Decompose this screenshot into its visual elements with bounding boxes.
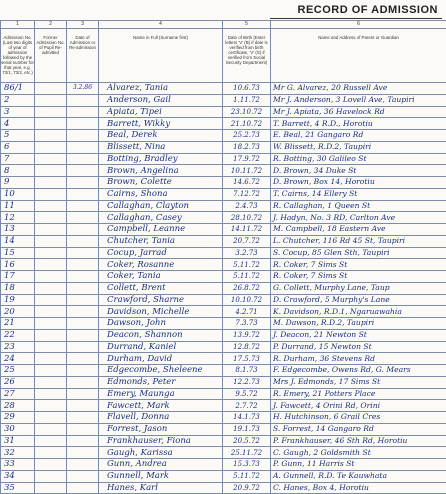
- former-admission-number: [35, 365, 67, 377]
- pupil-name: Deacon, Shannon: [99, 329, 223, 341]
- former-admission-number: [35, 106, 67, 118]
- parent-guardian: R. Coker, 7 Sims St: [271, 259, 446, 271]
- date-of-birth: 15.3.73: [223, 459, 271, 471]
- date-of-birth: 5.11.72: [223, 271, 271, 283]
- former-admission-number: [35, 447, 67, 459]
- table-row: [1, 83, 446, 95]
- admission-date: [67, 412, 99, 424]
- admission-number: 31: [1, 435, 35, 447]
- column-number-row: [1, 21, 446, 29]
- parent-guardian: T. Cairns, 14 Ellery St: [271, 188, 446, 200]
- admission-number: 30: [1, 423, 35, 435]
- former-admission-number: [35, 318, 67, 330]
- table-row: [1, 235, 446, 247]
- admission-number: 6: [1, 141, 35, 153]
- parent-guardian: E. Beal, 21 Gangaro Rd: [271, 130, 446, 142]
- parent-guardian: Mr G. Alvarez, 20 Russell Ave: [271, 83, 446, 95]
- header-parent-guardian: Name and Address of Parent or Guardian: [271, 29, 446, 83]
- pupil-name: Anderson, Gail: [99, 94, 223, 106]
- pupil-name: Flavell, Donna: [99, 412, 223, 424]
- admission-number: 26: [1, 376, 35, 388]
- admission-number: 35: [1, 482, 35, 494]
- admission-date: [67, 235, 99, 247]
- parent-guardian: A. Gunnell, R.D. Te Kauwhata: [271, 470, 446, 482]
- date-of-birth: 9.5.72: [223, 388, 271, 400]
- admission-date: [67, 365, 99, 377]
- admission-number: 23: [1, 341, 35, 353]
- admission-number: 16: [1, 259, 35, 271]
- parent-guardian: Mrs J. Edmonds, 17 Sims St: [271, 376, 446, 388]
- former-admission-number: [35, 329, 67, 341]
- pupil-name: Gunnell, Mark: [99, 470, 223, 482]
- parent-guardian: C. Hanes, Box 4, Horotiu: [271, 482, 446, 494]
- date-of-birth: 23.10.72: [223, 106, 271, 118]
- admission-date: [67, 400, 99, 412]
- admission-date: [67, 141, 99, 153]
- pupil-name: Cocup, Jarrad: [99, 247, 223, 259]
- table-row: [1, 376, 446, 388]
- date-of-birth: 1.11.72: [223, 94, 271, 106]
- former-admission-number: [35, 153, 67, 165]
- parent-guardian: F. Edgecombe, Owens Rd, G. Mears: [271, 365, 446, 377]
- parent-guardian: R. Durham, 36 Stevens Rd: [271, 353, 446, 365]
- date-of-birth: 10.6.73: [223, 83, 271, 95]
- admission-date: [67, 212, 99, 224]
- former-admission-number: [35, 118, 67, 130]
- former-admission-number: [35, 224, 67, 236]
- admission-number: 29: [1, 412, 35, 424]
- admission-date: [67, 188, 99, 200]
- former-admission-number: [35, 388, 67, 400]
- table-row: [1, 177, 446, 189]
- admission-number: 33: [1, 459, 35, 471]
- date-of-birth: 20.5.72: [223, 435, 271, 447]
- table-row: [1, 259, 446, 271]
- parent-guardian: J. Deacon, 21 Newton St: [271, 329, 446, 341]
- pupil-name: Gunn, Andrea: [99, 459, 223, 471]
- header-date-of-birth: Date of Birth (Enter letters 'V' (B) if date is verified from birth certificate, 'V' (S) if verified from Social Security Department): [223, 29, 271, 83]
- table-row: [1, 482, 446, 494]
- date-of-birth: 12.8.72: [223, 341, 271, 353]
- parent-guardian: S. Forrest, 14 Gangaro Rd: [271, 423, 446, 435]
- table-row: [1, 318, 446, 330]
- former-admission-number: [35, 412, 67, 424]
- admission-date: [67, 224, 99, 236]
- admission-date: [67, 165, 99, 177]
- header-date-of-admission: Date of Admission or Re-admission: [67, 29, 99, 83]
- pupil-name: Coker, Tania: [99, 271, 223, 283]
- table-row: [1, 247, 446, 259]
- pupil-name: Alvarez, Tania: [99, 83, 223, 95]
- admission-number: 9: [1, 177, 35, 189]
- pupil-name: Brown, Angelina: [99, 165, 223, 177]
- former-admission-number: [35, 247, 67, 259]
- date-of-birth: 10.11.72: [223, 165, 271, 177]
- title-rule: [270, 18, 442, 19]
- admission-number: 11: [1, 200, 35, 212]
- pupil-name: Cairns, Shona: [99, 188, 223, 200]
- admission-number: 22: [1, 329, 35, 341]
- parent-guardian: D. Brown, 34 Duke St: [271, 165, 446, 177]
- admission-number: 15: [1, 247, 35, 259]
- former-admission-number: [35, 376, 67, 388]
- former-admission-number: [35, 423, 67, 435]
- date-of-birth: 17.9.72: [223, 153, 271, 165]
- admission-number: 24: [1, 353, 35, 365]
- table-row: [1, 212, 446, 224]
- pupil-name: Forrest, Jason: [99, 423, 223, 435]
- admission-number: 8: [1, 165, 35, 177]
- parent-guardian: Mr J. Apiata, 36 Havelock Rd: [271, 106, 446, 118]
- table-row: [1, 282, 446, 294]
- admission-number: 10: [1, 188, 35, 200]
- table-row: [1, 153, 446, 165]
- parent-guardian: R. Emery, 21 Potters Place: [271, 388, 446, 400]
- pupil-name: Fawcett, Mark: [99, 400, 223, 412]
- pupil-name: Apiata, Tipei: [99, 106, 223, 118]
- admission-number: 17: [1, 271, 35, 283]
- parent-guardian: J. Hadyn, No. 3 RD, Carlton Ave: [271, 212, 446, 224]
- pupil-name: Campbell, Leanne: [99, 224, 223, 236]
- pupil-name: Collett, Brent: [99, 282, 223, 294]
- parent-guardian: P. Frankhauser, 46 Sth Rd, Horotiu: [271, 435, 446, 447]
- admission-date: 3.2.86: [67, 83, 99, 95]
- table-row: [1, 353, 446, 365]
- table-row: [1, 118, 446, 130]
- admission-date: [67, 106, 99, 118]
- admission-number: 34: [1, 470, 35, 482]
- table-row: [1, 388, 446, 400]
- date-of-birth: 5.11.72: [223, 259, 271, 271]
- admission-number: 5: [1, 130, 35, 142]
- admission-date: [67, 118, 99, 130]
- column-number: 1: [1, 21, 35, 29]
- admission-date: [67, 282, 99, 294]
- date-of-birth: 25.11.72: [223, 447, 271, 459]
- header-admission-no: Admission No. (Last two digits of year of admission followed by the serial number for that year, e.g. 73/1, 73/2, etc.): [1, 29, 35, 83]
- date-of-birth: 28.10.72: [223, 212, 271, 224]
- admission-number: 3: [1, 106, 35, 118]
- former-admission-number: [35, 271, 67, 283]
- pupil-name: Callaghan, Casey: [99, 212, 223, 224]
- table-row: [1, 106, 446, 118]
- header-former-admission-no: Former Admission No. of Pupil Re-admitted: [35, 29, 67, 83]
- parent-guardian: R. Coker, 7 Sims St: [271, 271, 446, 283]
- pupil-name: Barrett, Wikky: [99, 118, 223, 130]
- admission-date: [67, 294, 99, 306]
- parent-guardian: M. Campbell, 18 Eastern Ave: [271, 224, 446, 236]
- pupil-name: Brown, Colette: [99, 177, 223, 189]
- admission-rows: [1, 83, 446, 494]
- former-admission-number: [35, 482, 67, 494]
- admission-date: [67, 388, 99, 400]
- pupil-name: Gaugh, Karissa: [99, 447, 223, 459]
- table-row: [1, 306, 446, 318]
- date-of-birth: 14.1.73: [223, 412, 271, 424]
- table-row: [1, 447, 446, 459]
- parent-guardian: K. Davidson, R.D.1, Ngaruawahia: [271, 306, 446, 318]
- admission-number: 2: [1, 94, 35, 106]
- date-of-birth: 20.7.72: [223, 235, 271, 247]
- parent-guardian: W. Blissett, R.D.2, Taupiri: [271, 141, 446, 153]
- former-admission-number: [35, 259, 67, 271]
- table-row: [1, 470, 446, 482]
- former-admission-number: [35, 235, 67, 247]
- admission-date: [67, 329, 99, 341]
- parent-guardian: P. Gunn, 11 Harris St: [271, 459, 446, 471]
- parent-guardian: H. Hutchinson, 6 Grail Cres: [271, 412, 446, 424]
- parent-guardian: D. Crawford, 5 Murphy's Lane: [271, 294, 446, 306]
- column-number: 4: [99, 21, 223, 29]
- admission-table: [0, 20, 446, 494]
- parent-guardian: R. Botting, 30 Galileo St: [271, 153, 446, 165]
- parent-guardian: P. Durrand, 15 Newton St: [271, 341, 446, 353]
- date-of-birth: 7.3.73: [223, 318, 271, 330]
- date-of-birth: 13.9.72: [223, 329, 271, 341]
- admission-date: [67, 447, 99, 459]
- column-header-row: [1, 29, 446, 83]
- date-of-birth: 7.12.72: [223, 188, 271, 200]
- admission-date: [67, 341, 99, 353]
- admission-date: [67, 318, 99, 330]
- date-of-birth: 21.10.72: [223, 118, 271, 130]
- pupil-name: Botting, Bradley: [99, 153, 223, 165]
- date-of-birth: 14.11.72: [223, 224, 271, 236]
- admission-number: 25: [1, 365, 35, 377]
- admission-date: [67, 306, 99, 318]
- former-admission-number: [35, 282, 67, 294]
- table-row: [1, 435, 446, 447]
- table-row: [1, 423, 446, 435]
- admission-date: [67, 435, 99, 447]
- parent-guardian: J. Fawcett, 4 Orini Rd, Orini: [271, 400, 446, 412]
- pupil-name: Chutcher, Tania: [99, 235, 223, 247]
- admission-number: 28: [1, 400, 35, 412]
- table-row: [1, 341, 446, 353]
- parent-guardian: S. Cocup, 85 Glen Sth, Taupiri: [271, 247, 446, 259]
- table-row: [1, 224, 446, 236]
- admission-number: 4: [1, 118, 35, 130]
- pupil-name: Hanes, Karl: [99, 482, 223, 494]
- admission-number: 86/1: [1, 83, 35, 95]
- date-of-birth: 2.7.72: [223, 400, 271, 412]
- table-row: [1, 94, 446, 106]
- date-of-birth: 12.2.73: [223, 376, 271, 388]
- pupil-name: Davidson, Michelle: [99, 306, 223, 318]
- date-of-birth: 26.8.72: [223, 282, 271, 294]
- date-of-birth: 20.9.72: [223, 482, 271, 494]
- admission-date: [67, 423, 99, 435]
- admission-number: 32: [1, 447, 35, 459]
- former-admission-number: [35, 306, 67, 318]
- parent-guardian: M. Dawson, R.D.2, Taupiri: [271, 318, 446, 330]
- parent-guardian: D. Brown, Box 14, Horotiu: [271, 177, 446, 189]
- admission-date: [67, 459, 99, 471]
- table-row: [1, 294, 446, 306]
- admission-date: [67, 259, 99, 271]
- former-admission-number: [35, 165, 67, 177]
- date-of-birth: 2.4.73: [223, 200, 271, 212]
- admission-number: 14: [1, 235, 35, 247]
- table-row: [1, 130, 446, 142]
- date-of-birth: 14.6.72: [223, 177, 271, 189]
- admission-register: [0, 20, 446, 480]
- former-admission-number: [35, 94, 67, 106]
- parent-guardian: C. Gaugh, 2 Goldsmith St: [271, 447, 446, 459]
- admission-date: [67, 200, 99, 212]
- date-of-birth: 18.2.73: [223, 141, 271, 153]
- admission-number: 20: [1, 306, 35, 318]
- table-row: [1, 400, 446, 412]
- pupil-name: Emery, Maunga: [99, 388, 223, 400]
- date-of-birth: 17.5.73: [223, 353, 271, 365]
- admission-date: [67, 271, 99, 283]
- pupil-name: Frankhauser, Fiona: [99, 435, 223, 447]
- table-row: [1, 412, 446, 424]
- former-admission-number: [35, 459, 67, 471]
- admission-date: [67, 130, 99, 142]
- table-row: [1, 165, 446, 177]
- admission-date: [67, 482, 99, 494]
- pupil-name: Blissett, Nina: [99, 141, 223, 153]
- admission-date: [67, 376, 99, 388]
- pupil-name: Coker, Rosanne: [99, 259, 223, 271]
- column-number: 6: [271, 21, 446, 29]
- date-of-birth: 4.2.71: [223, 306, 271, 318]
- pupil-name: Durham, David: [99, 353, 223, 365]
- former-admission-number: [35, 400, 67, 412]
- pupil-name: Callaghan, Clayton: [99, 200, 223, 212]
- admission-number: 19: [1, 294, 35, 306]
- admission-date: [67, 177, 99, 189]
- column-number: 3: [67, 21, 99, 29]
- admission-date: [67, 94, 99, 106]
- pupil-name: Durrand, Kaniel: [99, 341, 223, 353]
- former-admission-number: [35, 294, 67, 306]
- header-name-in-full: Name in Full (Surname first): [99, 29, 223, 83]
- admission-number: 18: [1, 282, 35, 294]
- admission-date: [67, 353, 99, 365]
- table-row: [1, 188, 446, 200]
- admission-date: [67, 153, 99, 165]
- admission-number: 27: [1, 388, 35, 400]
- former-admission-number: [35, 130, 67, 142]
- page-title: RECORD OF ADMISSION: [298, 4, 439, 16]
- table-row: [1, 200, 446, 212]
- admission-number: 13: [1, 224, 35, 236]
- date-of-birth: 10.10.72: [223, 294, 271, 306]
- former-admission-number: [35, 200, 67, 212]
- parent-guardian: R. Callaghan, 1 Queen St: [271, 200, 446, 212]
- date-of-birth: 3.2.73: [223, 247, 271, 259]
- date-of-birth: 5.11.72: [223, 470, 271, 482]
- former-admission-number: [35, 83, 67, 95]
- parent-guardian: L. Chutcher, 116 Rd 45 St, Taupiri: [271, 235, 446, 247]
- parent-guardian: G. Collett, Murphy Lane, Taup: [271, 282, 446, 294]
- table-row: [1, 141, 446, 153]
- former-admission-number: [35, 212, 67, 224]
- parent-guardian: Mr J. Anderson, 3 Lovell Ave, Taupiri: [271, 94, 446, 106]
- pupil-name: Edgecombe, Sheleene: [99, 365, 223, 377]
- table-row: [1, 459, 446, 471]
- table-row: [1, 271, 446, 283]
- former-admission-number: [35, 353, 67, 365]
- admission-number: 7: [1, 153, 35, 165]
- admission-number: 21: [1, 318, 35, 330]
- pupil-name: Edmonds, Peter: [99, 376, 223, 388]
- date-of-birth: 19.1.73: [223, 423, 271, 435]
- admission-date: [67, 470, 99, 482]
- former-admission-number: [35, 177, 67, 189]
- former-admission-number: [35, 470, 67, 482]
- pupil-name: Dawson, John: [99, 318, 223, 330]
- former-admission-number: [35, 341, 67, 353]
- former-admission-number: [35, 141, 67, 153]
- parent-guardian: T. Barrett, 4 R.D., Horotiu: [271, 118, 446, 130]
- pupil-name: Beal, Derek: [99, 130, 223, 142]
- table-row: [1, 329, 446, 341]
- pupil-name: Crawford, Sharne: [99, 294, 223, 306]
- column-number: 2: [35, 21, 67, 29]
- table-row: [1, 365, 446, 377]
- column-number: 5: [223, 21, 271, 29]
- admission-number: 12: [1, 212, 35, 224]
- date-of-birth: 25.2.73: [223, 130, 271, 142]
- date-of-birth: 8.1.73: [223, 365, 271, 377]
- admission-date: [67, 247, 99, 259]
- former-admission-number: [35, 188, 67, 200]
- former-admission-number: [35, 435, 67, 447]
